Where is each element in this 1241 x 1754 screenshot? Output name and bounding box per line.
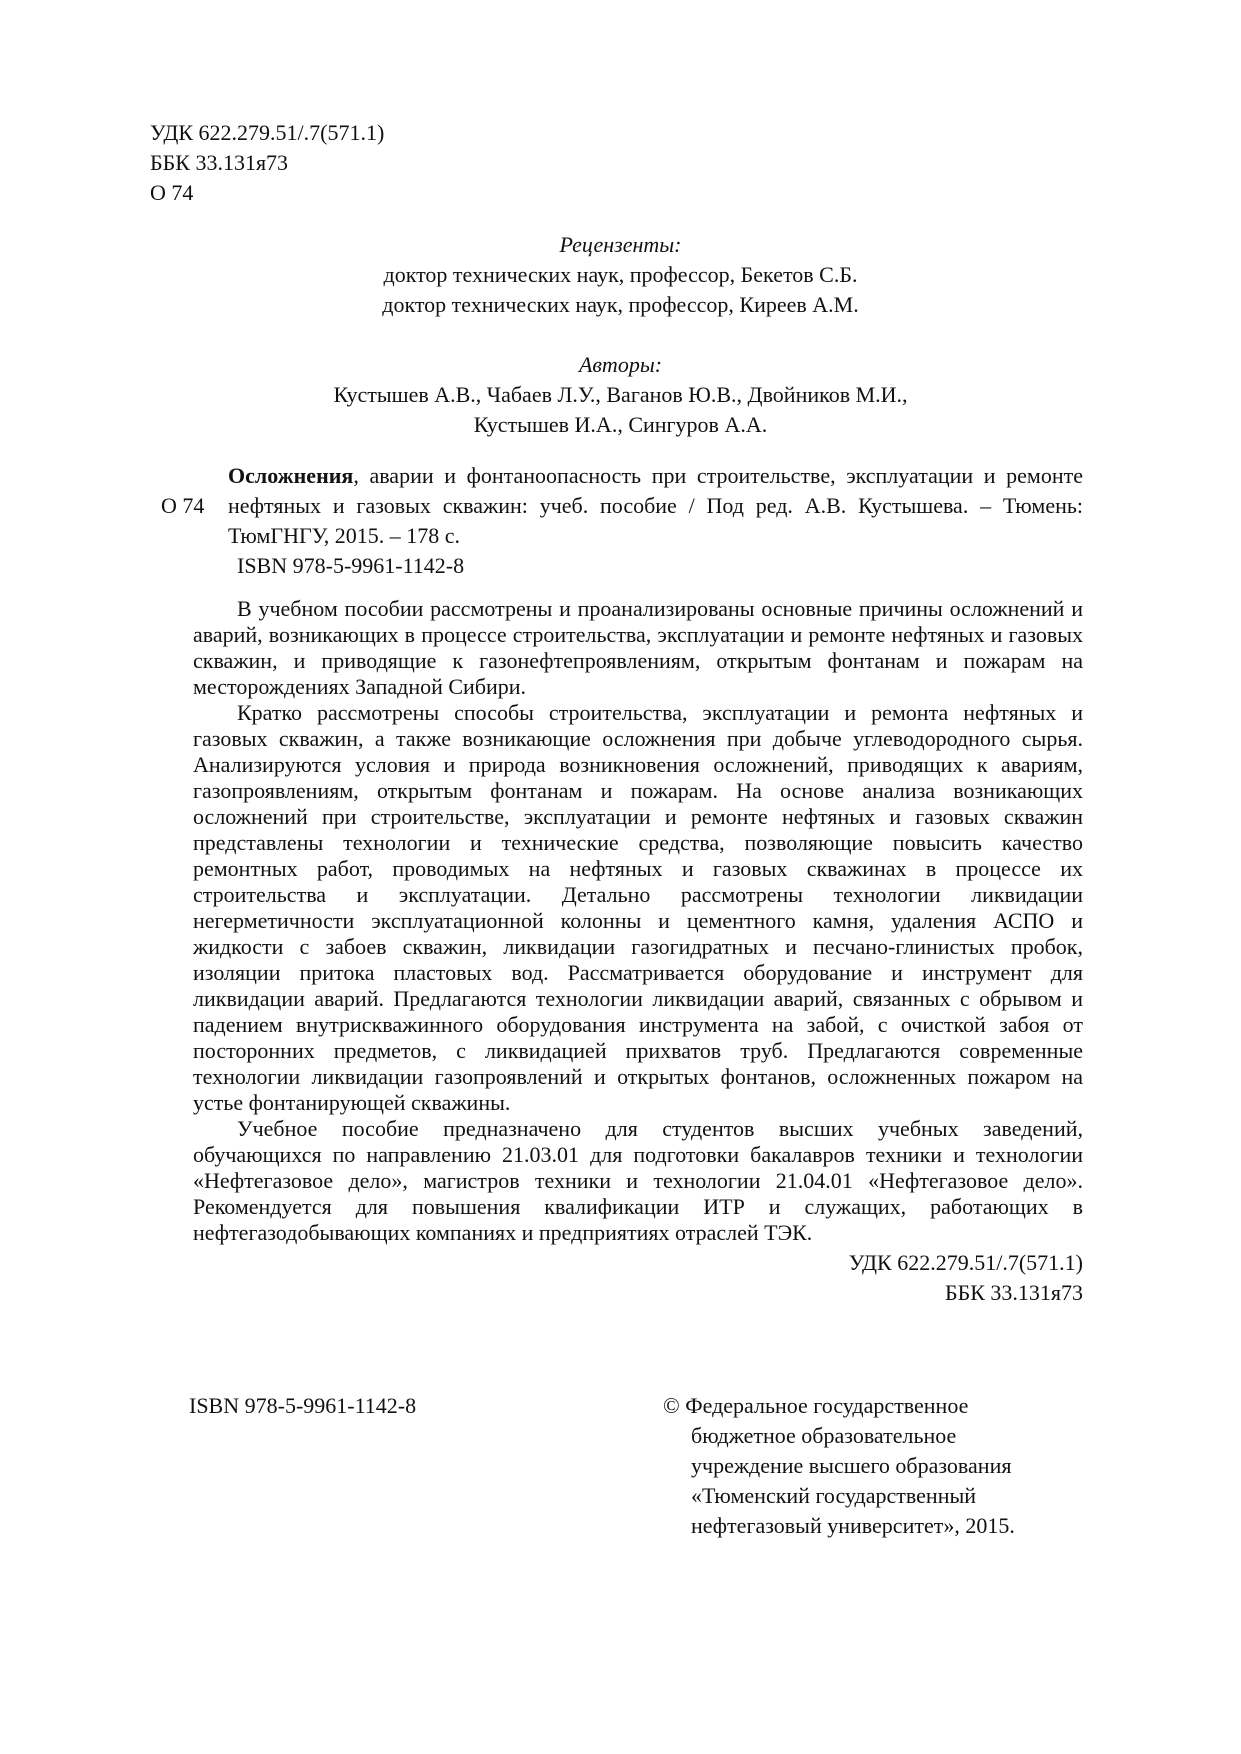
bibliography-lead: Осложнения — [228, 463, 354, 488]
copyright-line: © Федеральное государственное — [663, 1393, 969, 1418]
bibliography-isbn: ISBN 978-5-9961-1142-8 — [237, 553, 465, 578]
annotation-paragraph: Учебное пособие предназначено для студентов высших учебных заведений, обучающихся по направлению 21.03.01 для подготовки бакалавров техники и технологии «Нефтегазовое дело», магистров техники и технологии 21.04.01 «Нефтегазовое дело». Рекомендуется для повышения квалификации ИТР и служащих, работающих в нефтегазодобывающих компаниях и предприятиях отраслей ТЭК. — [193, 1116, 1083, 1245]
footer-udk-code: УДК 622.279.51/.7(571.1) — [848, 1250, 1083, 1275]
footer-bbk-code: ББК 33.131я73 — [944, 1280, 1083, 1305]
reviewer-line: доктор технических наук, профессор, Киреев А.М. — [382, 292, 859, 317]
footer-classification-codes — [849, 1248, 1083, 1308]
authors-line: Кустышев А.В., Чабаев Л.У., Ваганов Ю.В., Двойников М.И., — [333, 382, 908, 407]
bbk-code: ББК 33.131я73 — [150, 150, 289, 175]
udk-code: УДК 622.279.51/.7(571.1) — [150, 120, 385, 145]
authors-block — [0, 350, 1241, 440]
reviewers-heading: Рецензенты: — [559, 232, 682, 257]
copyright-line: бюджетное образовательное — [691, 1423, 957, 1448]
annotation-paragraph: В учебном пособии рассмотрены и проанализированы основные причины осложнений и аварий, возникающих в процессе строительства, эксплуатации и ремонте нефтяных и газовых скважин, и приводящие к газонефтепроявлениям, открытым фонтанам и пожарам на месторождениях Западной Сибири. — [193, 596, 1083, 699]
reviewer-line: доктор технических наук, профессор, Бекетов С.Б. — [383, 262, 858, 287]
annotation — [193, 596, 1083, 1246]
footer-isbn: ISBN 978-5-9961-1142-8 — [189, 1393, 417, 1418]
bibliographic-description — [228, 461, 1083, 551]
copyright-line: «Тюменский государственный — [691, 1483, 977, 1508]
copyright-block — [663, 1391, 1015, 1541]
author-mark: О 74 — [150, 180, 194, 205]
bibliography-text: , аварии и фонтаноопасность при строительстве, эксплуатации и ремонте нефтяных и газовых скважин: учеб. пособие / Под ред. А.В. Кустышева. – Тюмень: ТюмГНГУ, 2015. – 178 с. — [228, 463, 1083, 548]
authors-heading: Авторы: — [578, 352, 663, 377]
annotation-paragraph: Кратко рассмотрены способы строительства, эксплуатации и ремонта нефтяных и газовых скважин, а также возникающие осложнения при добыче углеводородного сырья. Анализируются условия и природа возникновения осложнений, приводящих к авариям, газопроявлениям, открытым фонтанам и пожарам. На основе анализа возникающих осложнений при строительстве, эксплуатации и ремонте нефтяных и газовых скважин представлены технологии и технические средства, позволяющие повысить качество ремонтных работ, проводимых на нефтяных и газовых скважинах в процессе их строительства и эксплуатации. Детально рассмотрены технологии ликвидации негерметичности эксплуатационной колонны и цементного камня, удаления АСПО и жидкости с забоев скважин, ликвидации газогидратных и песчано-глинистых пробок, изоляции притока пластовых вод. Рассматривается оборудование и инструмент для ликвидации аварий. Предлагаются технологии ликвидации аварий, связанных с обрывом и падением внутрискважинного оборудования инструмента на забой, с очисткой забоя от посторонних предметов, с ликвидацией прихватов труб. Предлагаются современные технологии ликвидации газопроявлений и открытых фонтанов, осложненных пожаром на устье фонтанирующей скважины. — [193, 700, 1083, 1115]
bibliography-code: О 74 — [161, 493, 205, 518]
reviewers-block — [0, 230, 1241, 320]
authors-line: Кустышев И.А., Сингуров А.А. — [473, 412, 768, 437]
copyright-line: нефтегазовый университет», 2015. — [691, 1513, 1015, 1538]
copyright-line: учреждение высшего образования — [691, 1453, 1012, 1478]
classification-codes — [150, 118, 384, 208]
